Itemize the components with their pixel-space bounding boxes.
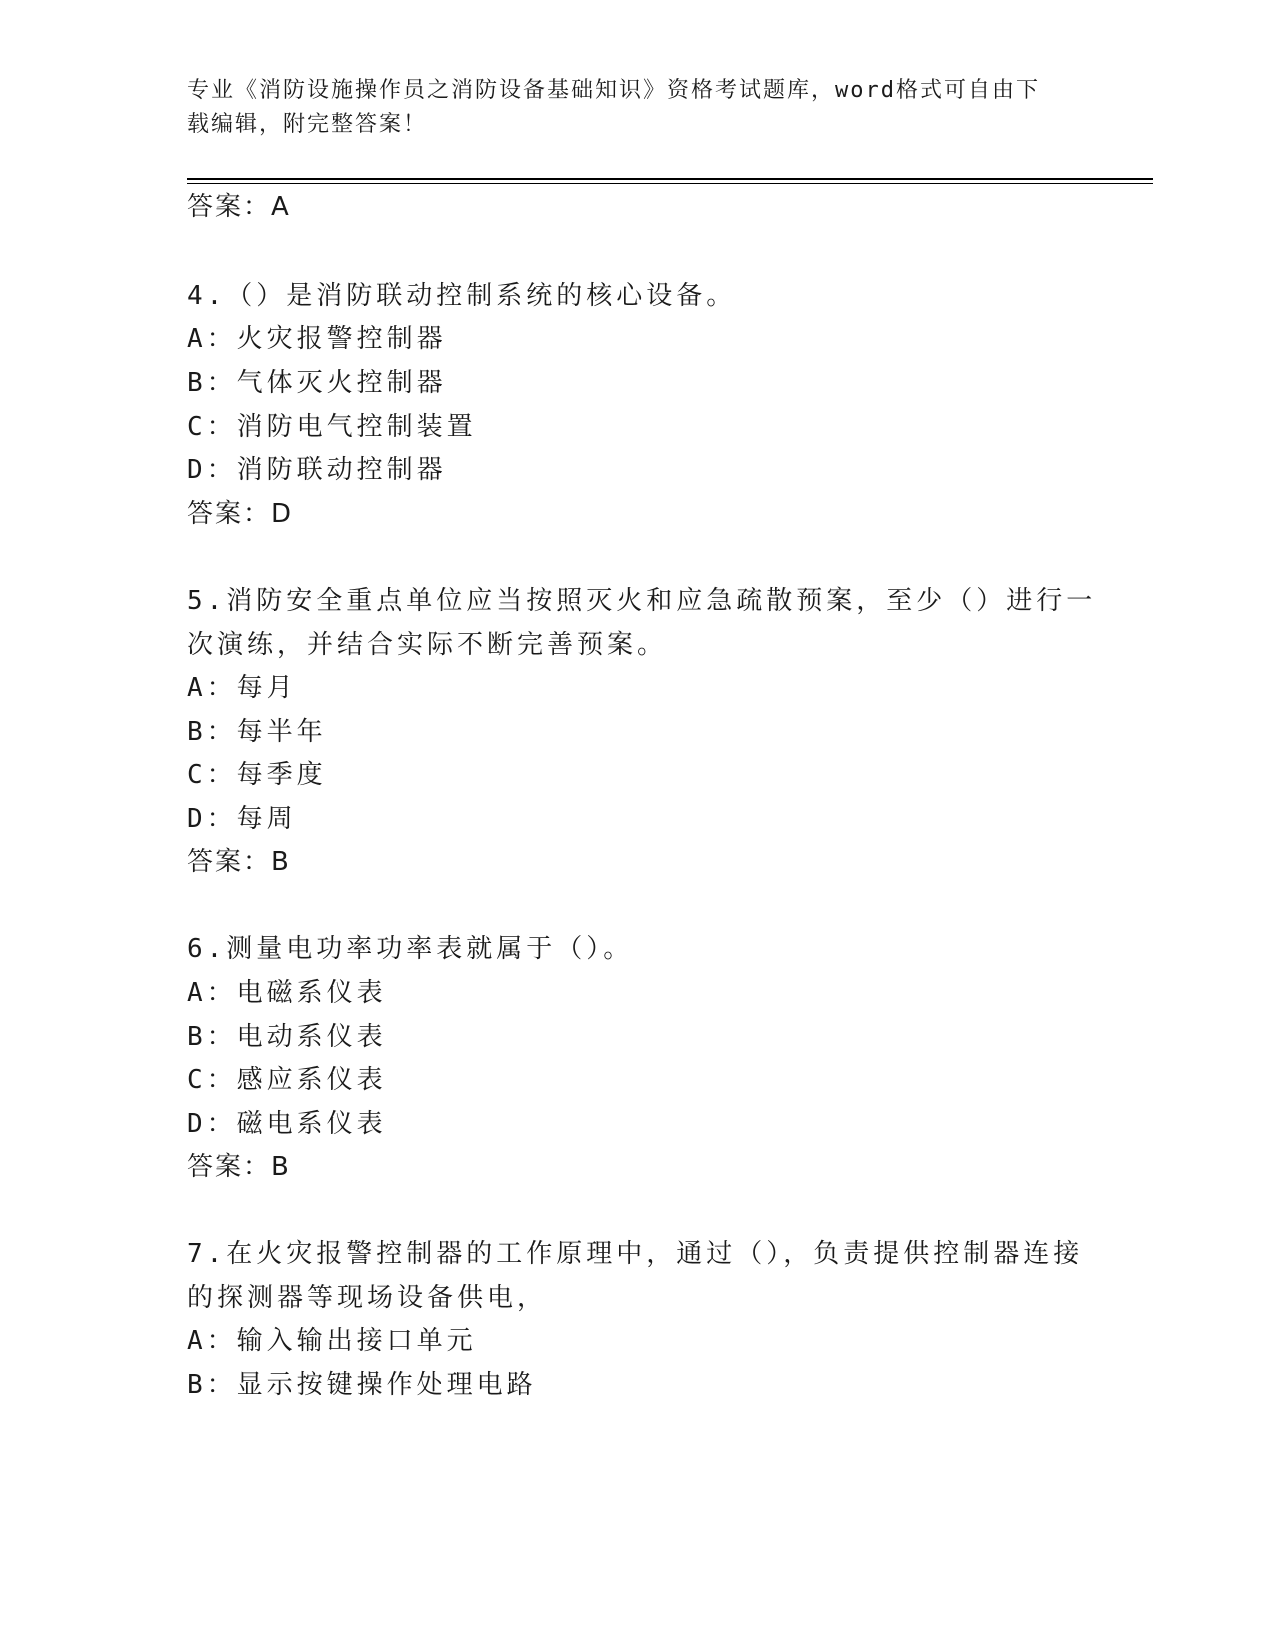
- question-4-option-b: B：气体灭火控制器: [187, 368, 447, 398]
- answer-q5: 答案：B: [187, 847, 291, 877]
- question-7-stem-line-1: 7.在火灾报警控制器的工作原理中，通过（），负责提供控制器连接: [187, 1239, 1084, 1269]
- header-line-1: 专业《消防设施操作员之消防设备基础知识》资格考试题库，word格式可自由下: [187, 78, 1040, 103]
- question-4-option-d: D：消防联动控制器: [187, 455, 447, 485]
- answer-q3: 答案：A: [187, 192, 291, 222]
- question-5-stem-line-1: 5.消防安全重点单位应当按照灭火和应急疏散预案，至少（）进行一: [187, 586, 1097, 616]
- question-6-option-d: D：磁电系仪表: [187, 1109, 387, 1139]
- question-5-option-d: D：每周: [187, 804, 297, 834]
- question-6-stem: 6.测量电功率功率表就属于（）。: [187, 934, 634, 964]
- question-5-stem-line-2: 次演练，并结合实际不断完善预案。: [187, 630, 668, 660]
- answer-q6: 答案：B: [187, 1152, 291, 1182]
- document-header: [187, 74, 1087, 142]
- question-7-option-b: B：显示按键操作处理电路: [187, 1370, 537, 1400]
- question-6-option-c: C：感应系仪表: [187, 1065, 387, 1095]
- header-divider-thin: [187, 183, 1153, 184]
- question-4-option-a: A：火灾报警控制器: [187, 324, 447, 354]
- answer-q4: 答案：D: [187, 499, 294, 529]
- question-5-option-a: A：每月: [187, 673, 297, 703]
- question-4-stem: 4.（）是消防联动控制系统的核心设备。: [187, 281, 737, 311]
- question-4-option-c: C：消防电气控制装置: [187, 412, 477, 442]
- question-5-option-b: B：每半年: [187, 717, 327, 747]
- question-6-option-a: A：电磁系仪表: [187, 978, 387, 1008]
- question-7-option-a: A：输入输出接口单元: [187, 1326, 477, 1356]
- header-divider-thick: [187, 178, 1153, 180]
- question-6-option-b: B：电动系仪表: [187, 1022, 387, 1052]
- question-5-option-c: C：每季度: [187, 760, 327, 790]
- header-line-2: 载编辑，附完整答案！: [187, 112, 428, 137]
- question-7-stem-line-2: 的探测器等现场设备供电，: [187, 1283, 548, 1313]
